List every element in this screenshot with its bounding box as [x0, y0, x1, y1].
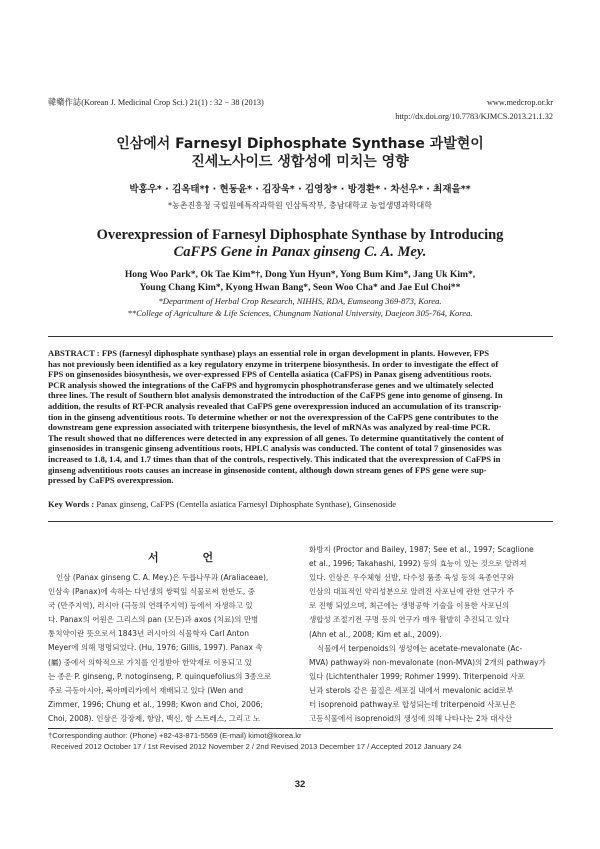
body-line: Zimmer, 1996; Chung et al., 1998; Kwon and Choi, 2006;: [48, 699, 264, 709]
abstract-line: [48, 348, 553, 359]
korean-title-line-2: 진세노사이드 생합성에 미치는 영향: [191, 154, 409, 170]
body-line: 닌과 sterols 같은 물질은 세포질 내에서 mevalonic acid로부: [309, 685, 514, 695]
abstract-line: addition, the results of RT-PCR analysis revealed that CaFPS gene overexpression induced an accumulation of its transcrip-: [48, 400, 502, 411]
received-dates: Received 2012 October 17 / 1st Revised 2012 November 2 / 2nd Revised 2013 December 17 / Accepted 2012 January 24: [51, 741, 462, 751]
journal-citation: 韓藥作誌(Korean J. Medicinal Crop Sci.) 21(1) : 32 − 38 (2013): [48, 98, 264, 107]
keywords: [48, 499, 553, 510]
body-line: 있다. 인삼은 우수체형 선발, 다수성 품종 육성 등의 육종연구와: [309, 573, 514, 583]
abstract-line: increased to 1.8, 1.4, and 1.7 times than that of the controls, respectively. This indicated that the overexpression of CaFPS in: [48, 453, 501, 464]
korean-authors: 박홍우* · 김옥태*† · 현동윤* · 김장욱* · 김영창* · 방경환* · 차선우* · 최재을**: [129, 184, 471, 195]
body-line: Meyer에 의해 명명되었다. (Hu, 1976; Gillis, 1997). Panax 속: [48, 643, 263, 653]
abstract-line: FPS on ginsenosides biosynthesis, we over-expressed FPS of Centella asiatica (CaFPS) in Panax giseng adventitious roots.: [48, 369, 492, 380]
body-line: 주로 극동아시아, 북아메리카에서 재배되고 있다 (Wen and: [48, 685, 243, 695]
english-title-line-2: CaFPS Gene in Panax ginseng C. A. Mey.: [173, 244, 427, 260]
page-number: 32: [294, 779, 306, 790]
body-line: 생합성 조절기전 구명 등의 연구가 매우 활발히 추진되고 있다: [309, 615, 510, 625]
abstract-line: downstream gene expression associated with triterpene biosynthesis, the level of mRNAs was analyzed by real-time PCR.: [48, 422, 491, 433]
body-line: 인삼속 (Panax)에 속하는 다년생의 쌍떡잎 식물로써 한반도, 중: [48, 587, 255, 597]
section-title: 서 언: [148, 551, 234, 564]
abstract-line: ginsenosides in transgenic ginseng adventitious roots, HPLC analysis was conducted. The content of total 7 ginsenosides was: [48, 443, 502, 454]
korean-affiliation: *농촌진흥청 국립원예특작과학원 인삼특작부, 충남대학교 농업생명과학대학: [167, 201, 432, 210]
body-line: 터 isoprenoid pathway로 합성되는데 triterpenoid 사포닌은: [309, 700, 517, 710]
abstract-divider: [48, 521, 553, 522]
footnote-divider: [48, 728, 553, 729]
body-line: 통치약이란 뜻으로서 1843년 러시아의 식물학자 Carl Anton: [48, 629, 249, 639]
abstract-label: ABSTRACT :: [48, 348, 100, 358]
english-affiliation: [0, 296, 600, 319]
corresponding-author: †Corresponding author: (Phone) +82-43-871-5569 (E-mail) kimot@korea.kr: [48, 731, 302, 740]
abstract-line: has not previously been identified as a key regulatory enzyme in triterpene biosynthesis. In order to investigate the effect of: [48, 358, 499, 369]
abstract-line: The result showed that no differences were detected in any expression of all genes. To determine quantitatively the content of: [48, 432, 504, 443]
body-line: et al., 1996; Takahashi, 1992) 등의 효능이 있는 것으로 알려져: [309, 559, 527, 569]
body-line: 고등식물에서 isoprenoid의 생성에 의해 나타나는 2차 대사산: [309, 714, 513, 724]
abstract-line: tion in the ginseng adventitious roots. To determine whether or not the overexpression of the CaFPS gene contributes to the: [48, 411, 499, 422]
body-line: 인삼 (Panax ginseng C. A. Mey.)은 두릅나무과 (Araliaceae),: [56, 573, 269, 582]
body-line: 로 진행 되었으며, 최근에는 생명공학 기술을 이용한 사포닌의: [309, 601, 510, 611]
english-affiliation-line-1: *Department of Herbal Crop Research, NIHHS, RDA, Eumseong 369-873, Korea.: [158, 296, 442, 306]
keywords-label: Key Words :: [48, 499, 95, 509]
abstract-text: FPS (farnesyl diphosphate synthase) plays an essential role in organ development in plants. However, FPS: [101, 348, 490, 358]
body-line: MVA) pathway와 non-mevalonate (non-MVA)의 2개의 pathway가: [309, 657, 546, 667]
abstract-line: PCR analysis showed the integrations of the CaFPS and hygromycin phosphotransferase genes and we ultimately selected: [48, 379, 494, 390]
body-line: 식물에서 terpenoids의 생성에는 acetate-mevalonate (Ac-: [317, 643, 523, 653]
body-line: 는 종은 P. ginseng, P. notoginseng, P. quinquefolius의 3종으로: [48, 671, 272, 681]
top-divider: [48, 336, 553, 337]
abstract-line: ginseng adventitious roots causes an increase in ginsenoside content, although down stream genes of FPS gene were sup-: [48, 464, 487, 475]
english-affiliation-line-2: **College of Agriculture & Life Sciences, Chungnam National University, Daejeon 305-764, Korea.: [127, 307, 473, 318]
body-line: 있다 (Lichtenthaler 1999; Rohmer 1999). Triterpenoid 사포: [309, 671, 525, 681]
body-line: 다. Panax의 어원은 그리스의 pan (모든)과 axos (치료)의 만병: [48, 615, 259, 625]
english-authors-line-1: Hong Woo Park*, Ok Tae Kim*†, Dong Yun Hyun*, Yong Bum Kim*, Jang Uk Kim*,: [124, 269, 476, 280]
body-line: (Ahn et al., 2008; Kim et al., 2009).: [309, 629, 442, 639]
body-left-column: [48, 571, 292, 726]
doi-link[interactable]: http://dx.doi.org/10.7783/KJMCS.2013.21.1.32: [395, 112, 553, 121]
keywords-text: Panax ginseng, CaFPS (Centella asiatica Farnesyl Diphosphate Synthase), Ginsenoside: [96, 499, 397, 509]
body-right-column: [309, 543, 553, 726]
body-line: (屬) 중에서 의학적으로 가치를 인정받아 한약재로 이용되고 있: [48, 657, 252, 667]
body-line: 국 (만주지역), 러시아 (극동의 연해주지역) 등에서 자생하고 있: [48, 601, 253, 611]
english-title-line-1: Overexpression of Farnesyl Diphosphate Synthase by Introducing: [96, 227, 504, 243]
english-authors: [0, 269, 600, 294]
footnote: [48, 731, 461, 752]
body-line: 화방지 (Proctor and Bailey, 1987; See et al., 1997; Scaglione: [309, 545, 534, 554]
journal-website[interactable]: www.medcrop.or.kr: [486, 98, 553, 107]
abstract-line: pressed by CaFPS overexpression.: [48, 475, 174, 486]
korean-title-line-1: 인삼에서 Farnesyl Diphosphate Synthase 과발현이: [116, 136, 484, 152]
body-line: 인삼의 대표적인 약리성분으로 알려진 사포닌에 관한 연구가 주: [309, 587, 515, 597]
english-title: [0, 227, 600, 261]
body-line: Choi, 2008). 인삼은 강장제, 항암, 백신, 항 스트레스, 그리고 노: [48, 713, 261, 723]
korean-title: [0, 135, 600, 171]
english-authors-line-2: Young Chang Kim*, Kyong Hwan Bang*, Seon Woo Cha* and Jae Eul Choi**: [139, 281, 461, 293]
abstract: [48, 348, 553, 486]
abstract-line: three lines. The result of Southern blot analysis demonstrated the introduction of the CaFPS gene into genome of ginseng. In: [48, 390, 503, 401]
